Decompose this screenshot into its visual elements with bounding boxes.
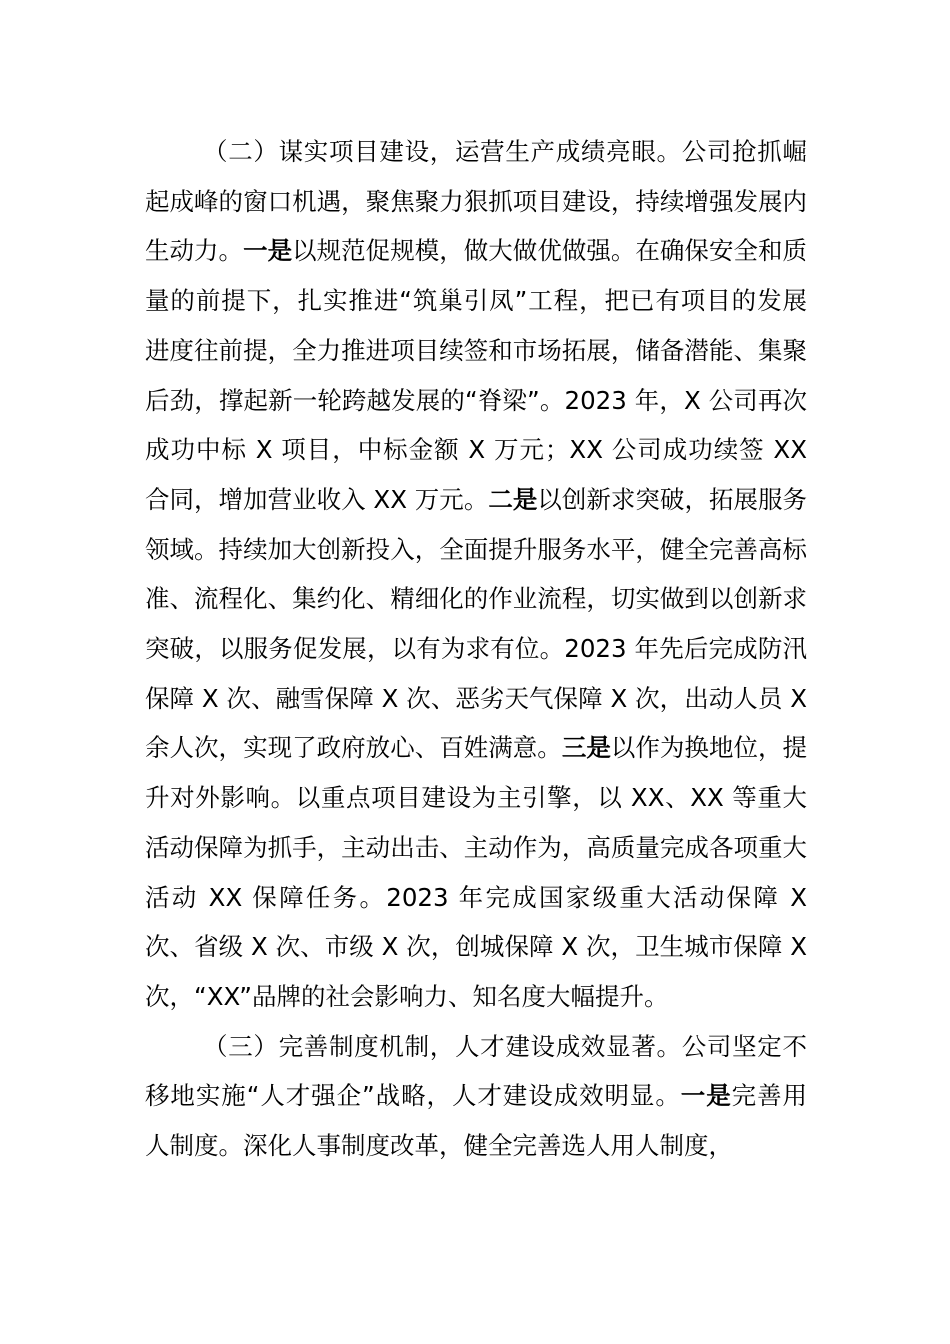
paragraph-text: （三）完善制度机制，人才建设成效显著。公司坚定不移地实施“人才强企”战略，人才建设成效明显。 [145,1031,807,1111]
paragraph-text: 以规范促规模，做大做优做强。在确保安全和质量的前提下，扎实推进“筑巢引凤”工程，把已有项目的发展进度往前提，全力推进项目续签和市场拓展，储备潜能、集聚后劲，撑起新一轮跨越发展的“脊梁”。2023 年，X 公司再次成功中标 X 项目，中标金额 X 万元；XX 公司成功续签 XX 合同，增加营业收入 XX 万元。 [145,236,808,514]
paragraph-talent-building [145,1022,807,1171]
bold-marker-first: 一是 [243,236,293,266]
paragraph-project-construction [145,127,807,1022]
paragraph-text: （二）谋实项目建设，运营生产成绩亮眼。公司抢抓崛起成峰的窗口机遇，聚焦聚力狠抓项目建设，持续增强发展内生动力。 [145,137,807,266]
paragraph-text: 完善用人制度。深化人事制度改革，健全完善选人用人制度， [145,1081,808,1161]
document-body [145,127,807,1171]
bold-marker-third: 三是 [561,733,611,763]
bold-marker-second: 二是 [488,484,538,514]
paragraph-text: 以作为换地位，提升对外影响。以重点项目建设为主引擎，以 XX、XX 等重大活动保障为抓手，主动出击、主动作为，高质量完成各项重大活动 XX 保障任务。2023 年完成国家级重大活动保障 X 次、省级 X 次、市级 X 次，创城保障 X 次，卫生城市保障 X 次，“XX”品牌的社会影响力、知名度大幅提升。 [145,733,808,1011]
paragraph-text: 以创新求突破，拓展服务领域。持续加大创新投入，全面提升服务水平，健全完善高标准、流程化、集约化、精细化的作业流程，切实做到以创新求突破，以服务促发展，以有为求有位。2023 年先后完成防汛保障 X 次、融雪保障 X 次、恶劣天气保障 X 次，出动人员 X 余人次，实现了政府放心、百姓满意。 [145,484,807,763]
bold-marker-first: 一是 [680,1081,732,1111]
